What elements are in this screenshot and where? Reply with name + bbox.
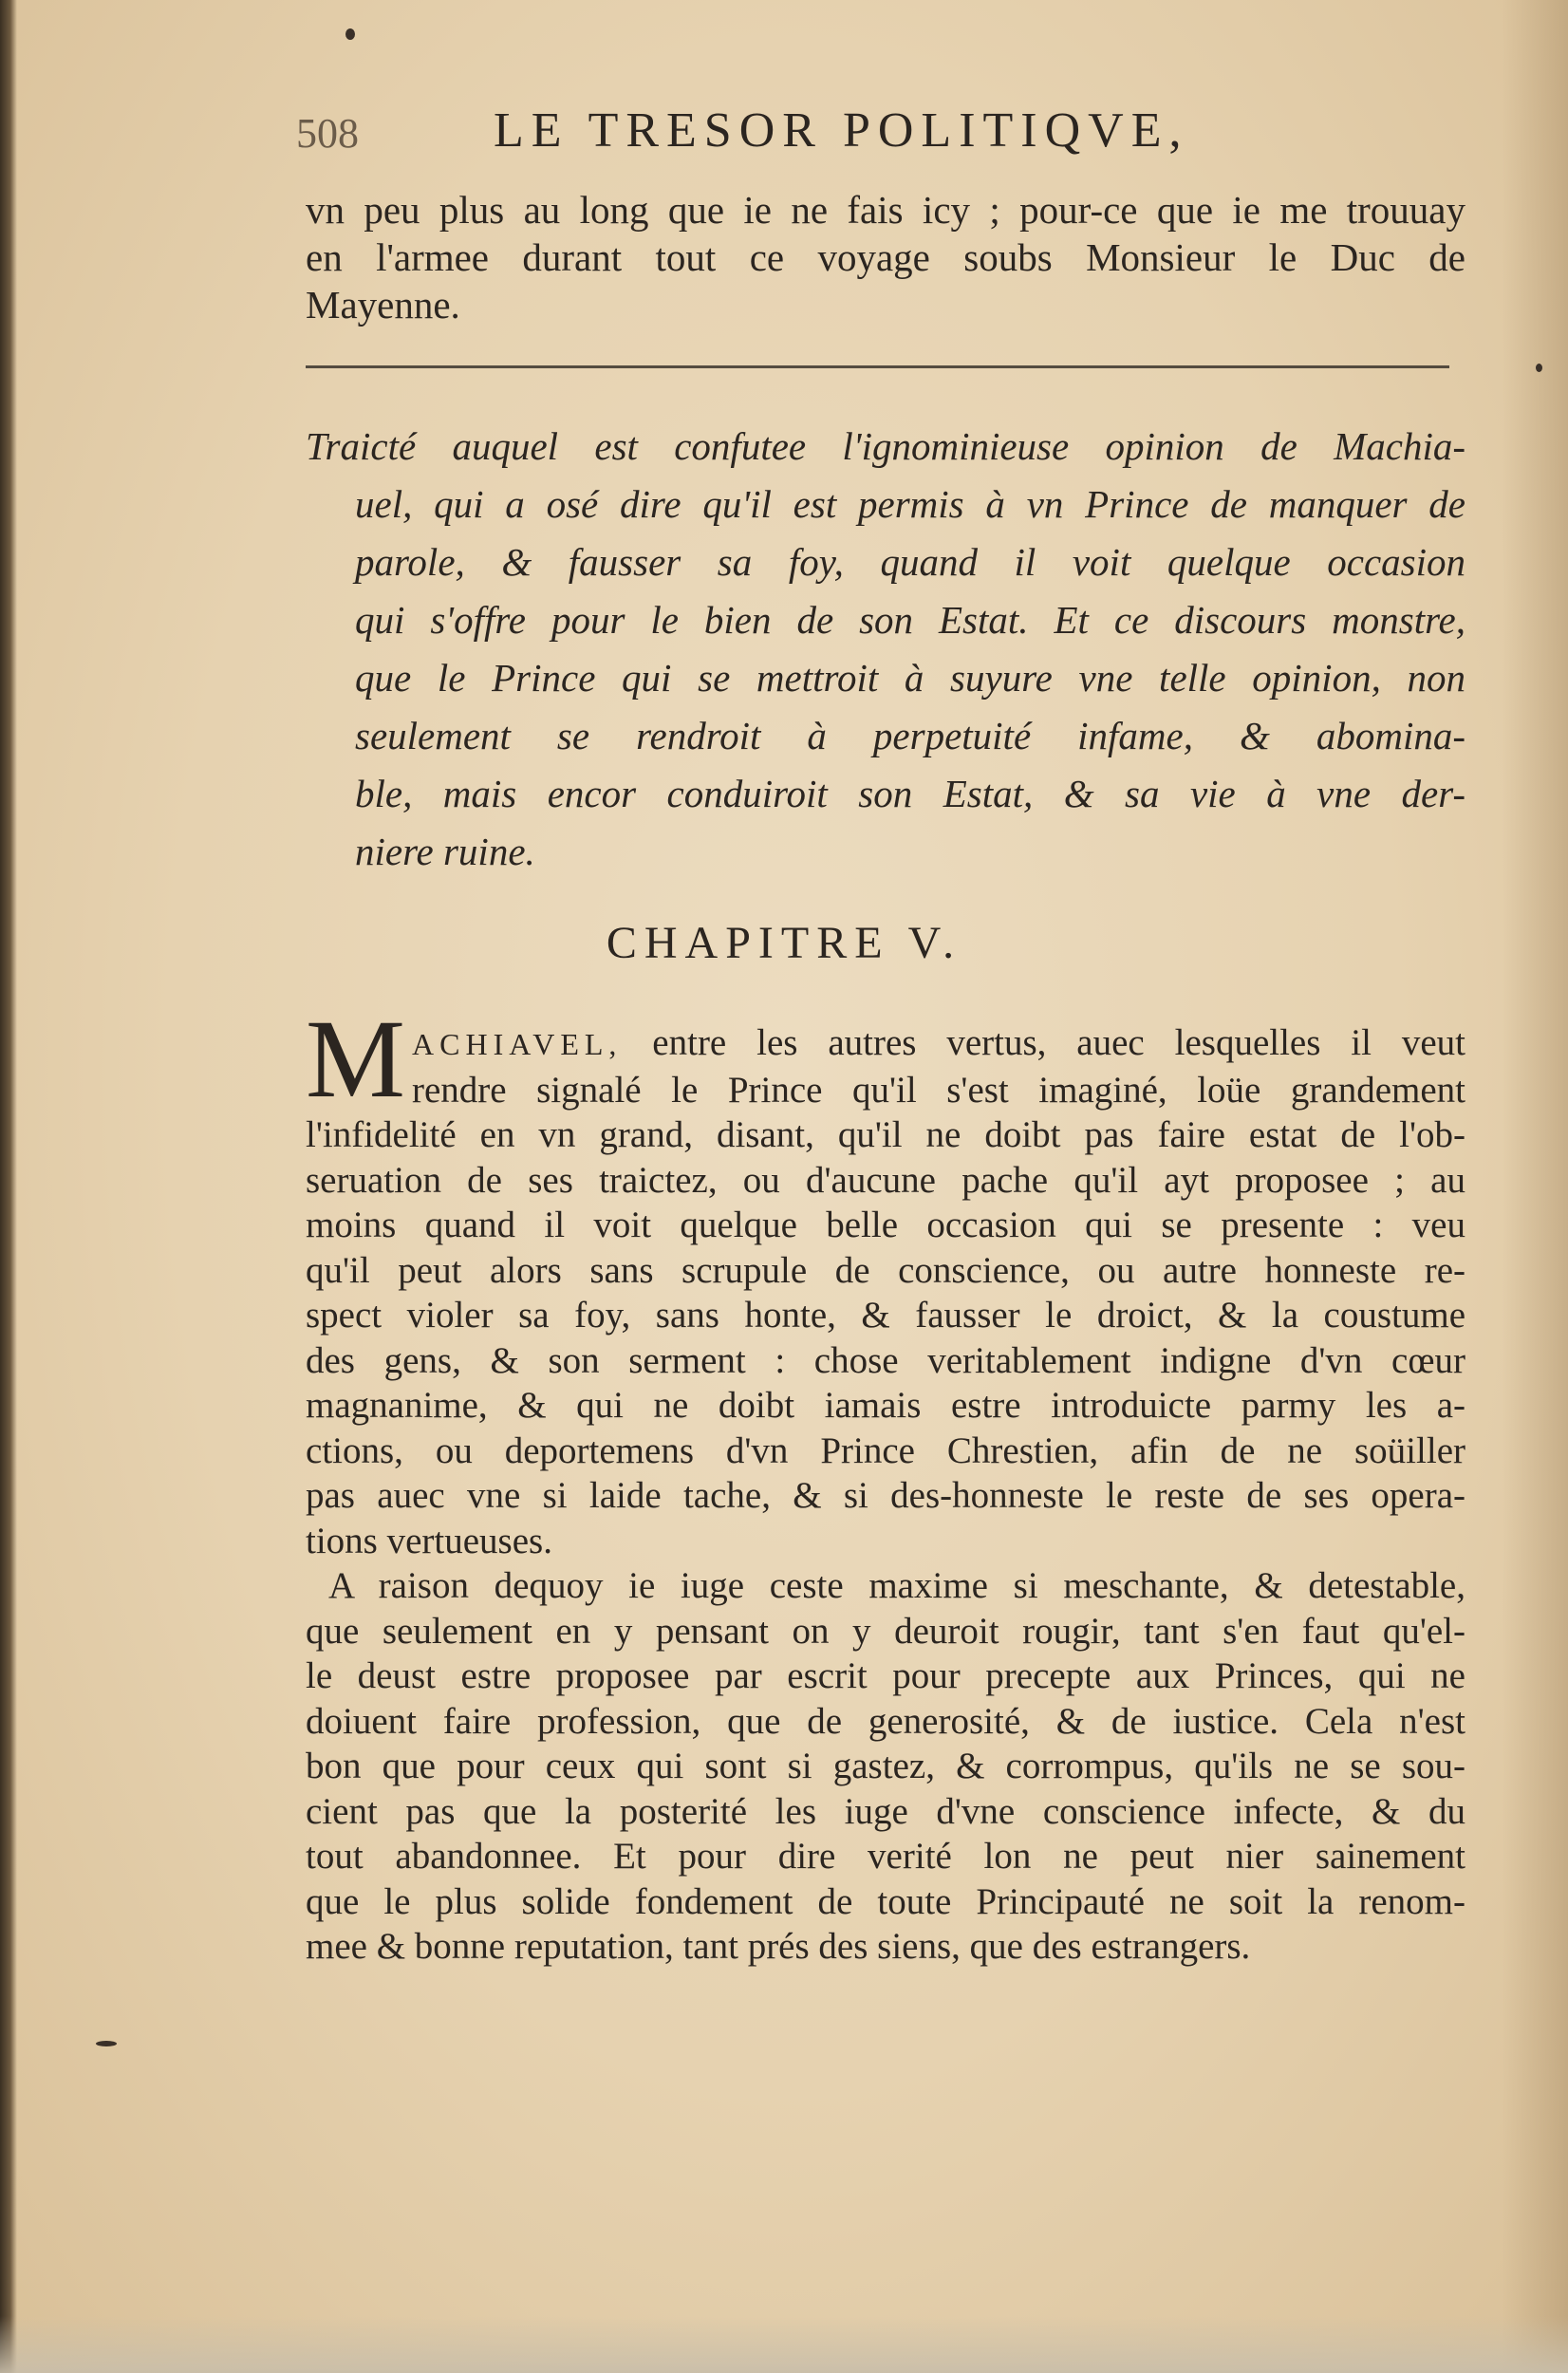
- running-head: LE TRESOR POLITIQVE,: [494, 103, 1189, 158]
- text-line: le deust estre proposee par escrit pour precepte aux Princes, qui ne: [306, 1655, 1465, 1696]
- summary-line: niere ruine.: [355, 830, 535, 873]
- ink-speck: [96, 2041, 117, 2046]
- text-line: A raison dequoy ie iuge ceste maxime si meschante, & detestable,: [328, 1565, 1465, 1606]
- page-edge-shadow: [1502, 0, 1568, 2373]
- text-line: pas auec vne si laide tache, & si des-honneste le reste de ses opera-: [306, 1475, 1465, 1516]
- text-line: cient pas que la posterité les iuge d'vne conscience infecte, & du: [306, 1790, 1465, 1832]
- text-line: seruation de ses traictez, ou d'aucune pache qu'il ayt proposee ; au: [306, 1159, 1465, 1201]
- text-line: ctions, ou deportemens d'vn Prince Chrestien, afin de ne soüiller: [306, 1429, 1465, 1471]
- chapter-summary: [306, 418, 1465, 881]
- text-line: rendre signalé le Prince qu'il s'est imaginé, loüe grandement: [412, 1069, 1465, 1111]
- text-line: bon que pour ceux qui sont si gastez, & corrompus, qu'ils ne se sou-: [306, 1746, 1465, 1786]
- text-line: que le plus solide fondement de toute Principauté ne soit la renom-: [306, 1880, 1465, 1922]
- text-line: Mayenne.: [306, 283, 460, 327]
- text-line: mee & bonne reputation, tant prés des siens, que des estrangers.: [306, 1926, 1251, 1967]
- ink-speck: [1536, 364, 1542, 372]
- text-line: qu'il peut alors sans scrupule de conscience, ou autre honneste re-: [306, 1249, 1465, 1291]
- text-line: vn peu plus au long que ie ne fais icy ; pour-ce que ie me trouuay: [306, 188, 1465, 232]
- summary-line: uel, qui a osé dire qu'il est permis à vn Prince de manquer de: [355, 482, 1465, 526]
- page-number: 508: [296, 110, 359, 157]
- page-binding-edge: [0, 0, 17, 2373]
- first-line-rest: entre les autres vertus, auec lesquelles il veut: [652, 1022, 1466, 1063]
- summary-line: seulement se rendroit à perpetuité infame, & abomina-: [355, 714, 1465, 757]
- summary-line: Traicté auquel est confutee l'ignominieuse opinion de Machia-: [306, 424, 1465, 468]
- text-line: que seulement en y pensant on y deuroit rougir, tant s'en faut qu'el-: [306, 1610, 1465, 1652]
- ink-speck: [345, 28, 355, 40]
- text-line: doiuent faire profession, que de generosité, & de iustice. Cela n'est: [306, 1700, 1465, 1742]
- text-line: tout abandonnee. Et pour dire verité lon ne peut nier sainement: [306, 1836, 1465, 1877]
- summary-line: qui s'offre pour le bien de son Estat. Et ce discours monstre,: [355, 598, 1465, 642]
- section-divider: [306, 365, 1449, 368]
- text-line: l'infidelité en vn grand, disant, qu'il ne doibt pas faire estat de l'ob-: [306, 1114, 1465, 1155]
- text-line: spect violer sa foy, sans honte, & fausser le droict, & la coustume: [306, 1295, 1465, 1336]
- body-text: [306, 1020, 1465, 1970]
- chapter-heading: CHAPITRE V.: [606, 918, 962, 968]
- paragraph-first-line: [306, 1020, 1465, 1068]
- text-line: moins quand il voit quelque belle occasion qui se presente : veu: [306, 1205, 1465, 1245]
- first-word: ACHIAVEL,: [412, 1027, 623, 1061]
- summary-line: que le Prince qui se mettroit à suyure vne telle opinion, non: [355, 656, 1465, 700]
- text-line: tions vertueuses.: [306, 1520, 552, 1561]
- text-line: des gens, & son serment : chose veritablement indigne d'vn cœur: [306, 1339, 1465, 1381]
- summary-line: ble, mais encor conduiroit son Estat, & sa vie à vne der-: [355, 772, 1465, 815]
- text-line: magnanime, & qui ne doibt iamais estre introduicte parmy les a-: [306, 1385, 1465, 1426]
- summary-line: parole, & fausser sa foy, quand il voit quelque occasion: [355, 540, 1465, 584]
- text-line: en l'armee durant tout ce voyage soubs Monsieur le Duc de: [306, 235, 1465, 279]
- intro-text: [306, 186, 1465, 328]
- page-bottom-edge: [0, 2316, 1568, 2373]
- drop-cap: M: [306, 997, 405, 1121]
